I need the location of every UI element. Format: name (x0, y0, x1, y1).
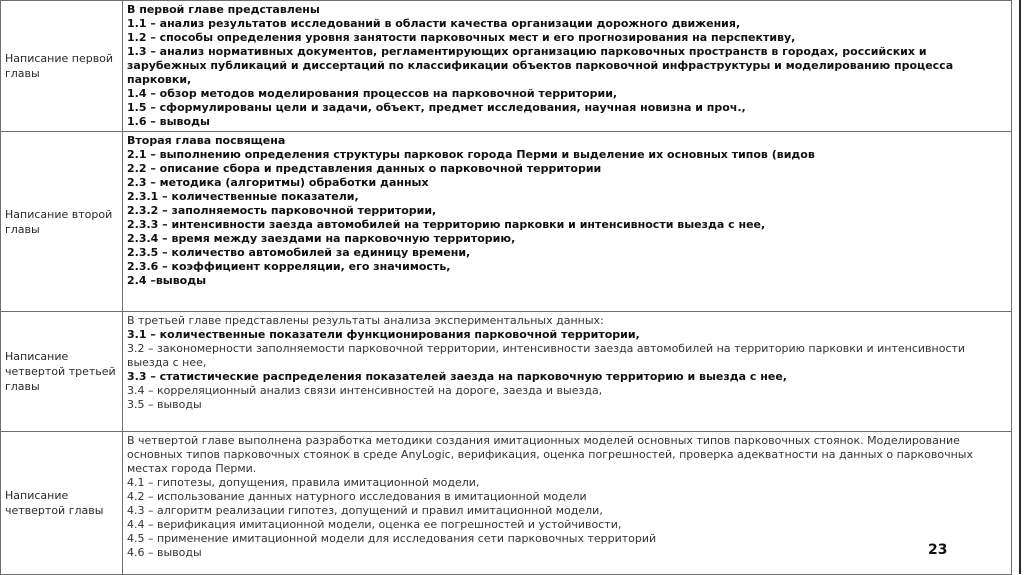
content-line: 1.6 – выводы (127, 115, 210, 128)
content-line: 4.1 – гипотезы, допущения, правила имитационной модели, (127, 476, 480, 489)
row-content (123, 432, 1012, 575)
content-line: 2.3.6 – коэффициент корреляции, его значимость, (127, 260, 451, 273)
content-line: 4.5 – применение имитационной модели для исследования сети парковочных территорий (127, 532, 657, 545)
table-row-chapter-4 (1, 432, 1012, 575)
content-line: 2.3.3 – интенсивности заезда автомобилей на территорию парковки и интенсивности выезда с нее, (127, 218, 766, 231)
content-line: 1.4 – обзор методов моделирования процессов на парковочной территории, (127, 87, 618, 100)
content-line: В третьей главе представлены результаты анализа экспериментальных данных: (127, 314, 604, 327)
content-line: 3.4 – корреляционный анализ связи интенсивностей на дороге, заезда и выезда, (127, 384, 603, 397)
content-line: 2.3.1 – количественные показатели, (127, 190, 359, 203)
content-line: 2.4 –выводы (127, 274, 207, 287)
row-content (123, 1, 1012, 132)
content-line: 1.5 – сформулированы цели и задачи, объект, предмет исследования, научная новизна и проч., (127, 101, 746, 114)
content-line: 4.4 – верификация имитационной модели, оценка ее погрешностей и устойчивости, (127, 518, 622, 531)
content-line: 2.3.4 – время между заездами на парковочную территорию, (127, 232, 516, 245)
content-line: 4.2 – использование данных натурного исследования в имитационной модели (127, 490, 587, 503)
content-line: 3.2 – закономерности заполняемости парковочной территории, интенсивности заезда автомобилей на территорию парковки и интенсивности выезда с нее, (127, 342, 966, 369)
content-line: 4.6 – выводы (127, 546, 202, 559)
content-line: 2.1 – выполнению определения структуры парковок города Перми и выделение их основных типов (видов (127, 148, 815, 161)
row-label: Написание второй главы (1, 132, 123, 312)
content-line: 4.3 – алгоритм реализации гипотез, допущений и правил имитационной модели, (127, 504, 603, 517)
table-row-chapter-3 (1, 312, 1012, 432)
table-row-chapter-1 (1, 1, 1012, 132)
row-label: Написание первой главы (1, 1, 123, 132)
content-line: 2.3.2 – заполняемость парковочной территории, (127, 204, 437, 217)
content-line: Вторая глава посвящена (127, 134, 286, 147)
content-line: 3.1 – количественные показатели функционирования парковочной территории, (127, 328, 640, 341)
content-line: В четвертой главе выполнена разработка методики создания имитационных моделей основных типов парковочных стоянок. Моделирование основных типов парковочных стоянок в среде AnyLogic, верификация, оценка погрешностей, проверка адекватности на данных о парковочных местах города Перми. (127, 434, 973, 475)
content-line: В первой главе представлены (127, 3, 320, 16)
content-line: 2.2 – описание сбора и представления данных о парковочной территории (127, 162, 602, 175)
content-line: 2.3.5 – количество автомобилей за единицу времени, (127, 246, 471, 259)
row-label: Написание четвертой третьей главы (1, 312, 123, 432)
content-line: 1.2 – способы определения уровня занятости парковочных мест и его прогнозирования на перспективу, (127, 31, 796, 44)
content-line: 1.1 – анализ результатов исследований в области качества организации дорожного движения, (127, 17, 741, 30)
row-label: Написание четвертой главы (1, 432, 123, 575)
content-line: 3.5 – выводы (127, 398, 202, 411)
table-row-chapter-2 (1, 132, 1012, 312)
content-line: 3.3 – статистические распределения показателей заезда на парковочную территорию и выезда с нее, (127, 370, 787, 383)
row-content (123, 132, 1012, 312)
content-line: 2.3 – методика (алгоритмы) обработки данных (127, 176, 429, 189)
slide-edge-rule (1019, 0, 1021, 574)
page-number: 23 (928, 542, 948, 558)
row-content (123, 312, 1012, 432)
content-line: 1.3 – анализ нормативных документов, регламентирующих организацию парковочных пространств в городах, российских и зарубежных публикаций и диссертаций по классификации объектов парковочной инфраструктуры и моделированию процесса парковки, (127, 45, 954, 86)
